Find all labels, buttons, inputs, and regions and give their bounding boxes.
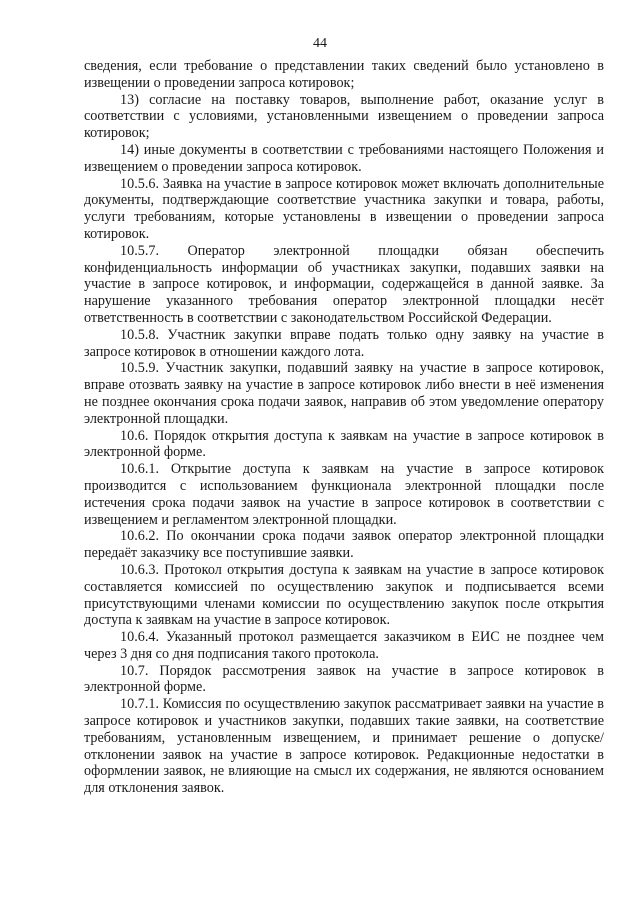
list-item-13: 13) согласие на поставку товаров, выполнение работ, оказание услуг в соответствии с условиями, установленными извещением о проведении запроса котировок; bbox=[84, 91, 604, 142]
clause-10-6-2: 10.6.2. По окончании срока подачи заявок оператор электронной площадки передаёт заказчику все поступившие заявки. bbox=[84, 528, 604, 562]
clause-10-5-6: 10.5.6. Заявка на участие в запросе котировок может включать дополнительные документы, подтверждающие соответствие участника закупки и товара, работы, услуги требованиям, которые установлены в извещении о проведении запроса котировок. bbox=[84, 175, 604, 242]
list-item-14: 14) иные документы в соответствии с требованиями настоящего Положения и извещением о проведении запроса котировок. bbox=[84, 141, 604, 175]
clause-10-5-9: 10.5.9. Участник закупки, подавший заявку на участие в запросе котировок, вправе отозвать заявку на участие в запросе котировок либо внести в неё изменения не позднее окончания срока подачи заявок, направив об этом уведомление оператору электронной площадки. bbox=[84, 360, 604, 427]
clause-10-6-1: 10.6.1. Открытие доступа к заявкам на участие в запросе котировок производится с использованием функционала электронной площадки после истечения срока подачи заявок на участие в запросе котировок в соответствии с извещением и регламентом электронной площадки. bbox=[84, 461, 604, 528]
clause-10-6-4: 10.6.4. Указанный протокол размещается заказчиком в ЕИС не позднее чем через 3 дня со дня подписания такого протокола. bbox=[84, 629, 604, 662]
clause-10-6-3: 10.6.3. Протокол открытия доступа к заявкам на участие в запросе котировок составляется комиссией по осуществлению закупок и подписывается всеми присутствующими членами комиссии по осуществлению закупок после открытия доступа к заявкам на участие в запросе котировок. bbox=[84, 561, 604, 629]
clause-10-5-7: 10.5.7. Оператор электронной площадки обязан обеспечить конфиденциальность информации об участниках закупки, подавших заявки на участие в запросе котировок, и информации, содержащейся в данной заявке. За нарушение указанного требования оператор электронной площадки несёт ответственность в соответствии с законодательством Российской Федерации. bbox=[84, 242, 604, 326]
section-heading-10-6: 10.6. Порядок открытия доступа к заявкам на участие в запросе котировок в электронной форме. bbox=[84, 427, 604, 461]
clause-10-7-1: 10.7.1. Комиссия по осуществлению закупок рассматривает заявки на участие в запросе котировок и участников закупки, подавших такие заявки, на соответствие требованиям, установленным извещением, и принимает решение о допуске/отклонении заявок на участие в запросе котировок. Редакционные недостатки в оформлении заявок, не влияющие на смысл их содержания, не являются основанием для отклонения заявок. bbox=[84, 696, 604, 797]
paragraph-continuation: сведения, если требование о представлении таких сведений было установлено в извещении о проведении запроса котировок; bbox=[84, 58, 604, 91]
clause-10-5-8: 10.5.8. Участник закупки вправе подать только одну заявку на участие в запросе котировок в отношении каждого лота. bbox=[84, 326, 604, 360]
document-body bbox=[84, 58, 604, 797]
page-number: 44 bbox=[313, 36, 327, 51]
section-heading-10-7: 10.7. Порядок рассмотрения заявок на участие в запросе котировок в электронной форме. bbox=[84, 662, 604, 696]
